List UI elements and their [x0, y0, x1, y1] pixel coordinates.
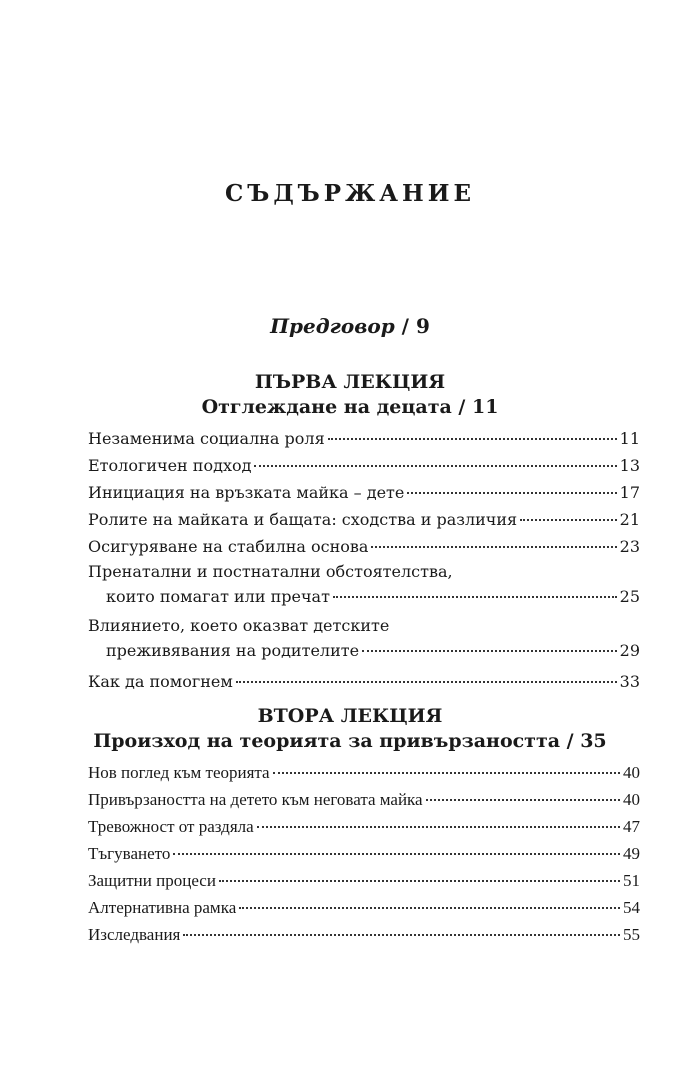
page-title: СЪДЪРЖАНИЕ	[225, 180, 475, 207]
preface-entry	[0, 314, 700, 338]
toc-entry-continuation	[88, 584, 640, 609]
toc-entry-title: Изследвания	[88, 925, 181, 944]
toc-entry-title: Влиянието, което оказват детските	[88, 616, 390, 635]
toc-entry-page: 40	[623, 763, 640, 782]
toc-entry-page: 25	[619, 587, 640, 606]
toc-entry-page: 11	[619, 429, 640, 448]
preface-label: Предговор	[270, 314, 395, 338]
toc-entry-title: Защитни процеси	[88, 871, 216, 890]
toc-entry[interactable]	[88, 759, 640, 786]
dot-leader	[254, 464, 616, 467]
toc-entry-page: 47	[623, 817, 640, 836]
dot-leader	[371, 545, 616, 548]
toc-entry-title: Привързаността на детето към неговата майка	[88, 790, 423, 809]
dot-leader	[362, 649, 617, 652]
toc-entry-title-line2: преживявания на родителите	[106, 641, 360, 660]
toc-entry-page: 29	[619, 641, 640, 660]
toc-entry-page: 54	[623, 898, 640, 917]
toc-entry-page: 21	[619, 510, 640, 529]
toc-entry-page: 23	[619, 537, 640, 556]
lecture-1-header	[0, 370, 700, 420]
lecture-2-header	[0, 704, 700, 754]
toc-entry[interactable]	[88, 614, 640, 668]
dot-leader	[426, 798, 620, 801]
dot-leader	[183, 933, 620, 936]
toc-entry-page: 51	[623, 871, 640, 890]
lecture-2-heading: ВТОРА ЛЕКЦИЯ	[257, 705, 443, 727]
toc-entry[interactable]	[88, 786, 640, 813]
toc-entry-title: Пренатални и постнатални обстоятелства,	[88, 562, 453, 581]
toc-entry-title: Нов поглед към теорията	[88, 763, 270, 782]
toc-entry-page: 55	[623, 925, 640, 944]
toc-entry-title: Как да помогнем	[88, 672, 233, 691]
preface-separator: /	[401, 314, 409, 338]
dot-leader	[219, 879, 620, 882]
toc-entry[interactable]	[88, 867, 640, 894]
toc-entry[interactable]	[88, 668, 640, 695]
toc-entry-title: Осигуряване на стабилна основа	[88, 537, 369, 556]
toc-entry-page: 49	[623, 844, 640, 863]
dot-leader	[239, 906, 620, 909]
toc-entry-title: Етологичен подход	[88, 456, 252, 475]
toc-entry[interactable]	[88, 840, 640, 867]
toc-entry[interactable]	[88, 813, 640, 840]
dot-leader	[407, 491, 616, 494]
toc-entry[interactable]	[88, 560, 640, 614]
dot-leader	[236, 680, 617, 683]
toc-entry-title: Алтернативна рамка	[88, 898, 237, 917]
toc-entry[interactable]	[88, 894, 640, 921]
toc-entry-title-line2: които помагат или пречат	[106, 587, 330, 606]
toc-entry-title: Инициация на връзката майка – дете	[88, 483, 405, 502]
dot-leader	[328, 437, 617, 440]
dot-leader	[520, 518, 617, 521]
toc-entry[interactable]	[88, 533, 640, 560]
lecture-2-subtitle: Произход на теорията за привързаността / 35	[93, 730, 607, 752]
lecture-1-toc	[88, 425, 640, 695]
toc-entry-page: 13	[619, 456, 640, 475]
toc-entry-page: 17	[619, 483, 640, 502]
toc-entry-page: 33	[619, 672, 640, 691]
toc-entry-page: 40	[623, 790, 640, 809]
toc-entry[interactable]	[88, 452, 640, 479]
dot-leader	[257, 825, 620, 828]
toc-entry-title: Тревожност от раздяла	[88, 817, 254, 836]
toc-entry[interactable]	[88, 921, 640, 948]
preface-page: 9	[415, 314, 430, 338]
dot-leader	[333, 595, 617, 598]
dot-leader	[173, 852, 620, 855]
toc-entry-title: Ролите на майката и бащата: сходства и различия	[88, 510, 518, 529]
lecture-1-heading: ПЪРВА ЛЕКЦИЯ	[254, 371, 446, 393]
toc-entry[interactable]	[88, 506, 640, 533]
lecture-1-subtitle: Отглеждане на децата / 11	[201, 396, 499, 418]
lecture-2-toc	[88, 759, 640, 948]
toc-entry-continuation	[88, 638, 640, 663]
toc-entry-title: Тъгуването	[88, 844, 171, 863]
dot-leader	[273, 771, 620, 774]
toc-entry-title: Незаменима социална роля	[88, 429, 325, 448]
toc-entry[interactable]	[88, 479, 640, 506]
toc-entry[interactable]	[88, 425, 640, 452]
